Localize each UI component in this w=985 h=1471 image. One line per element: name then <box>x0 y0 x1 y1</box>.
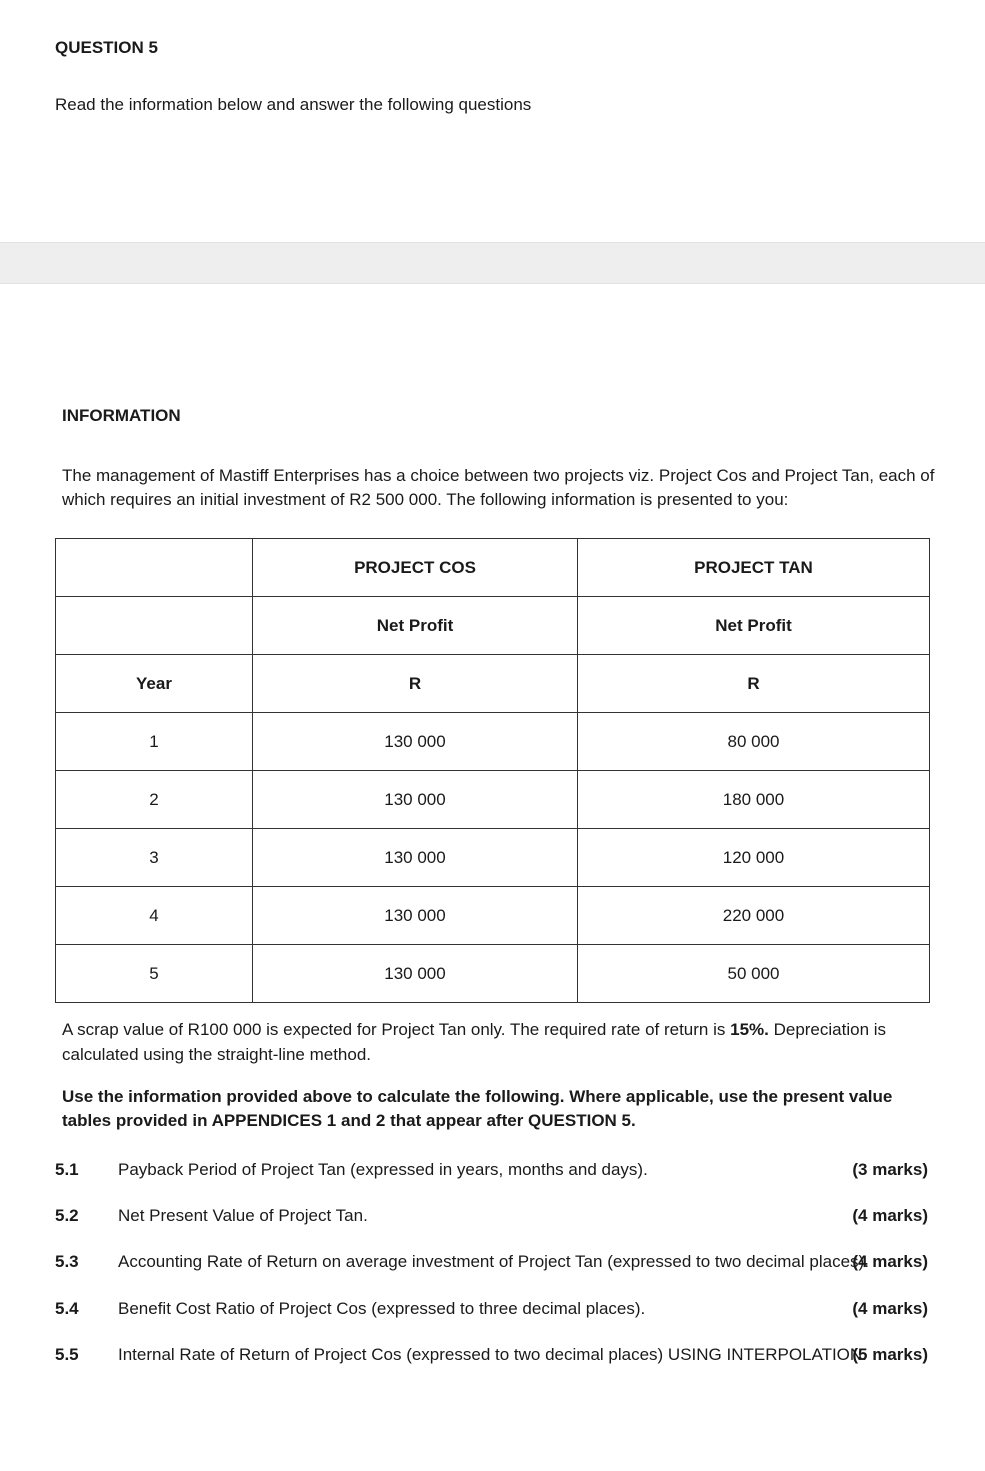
project-profit-table <box>55 538 930 1003</box>
cos-profit-cell: 130 000 <box>253 945 578 1003</box>
sub-question-marks: (4 marks) <box>852 1252 928 1271</box>
table-row <box>56 887 930 945</box>
empty-cell <box>56 597 253 655</box>
sub-question-5-3 <box>55 1252 930 1276</box>
table-row <box>56 945 930 1003</box>
question-intro: Read the information below and answer the following questions <box>55 95 532 114</box>
sub-question-marks: (4 marks) <box>852 1206 928 1225</box>
sub-question-text: Benefit Cost Ratio of Project Cos (expressed to three decimal places). <box>118 1299 646 1318</box>
sub-question-marks: (4 marks) <box>852 1299 928 1318</box>
sub-question-number: 5.1 <box>55 1160 79 1179</box>
information-heading: INFORMATION <box>62 406 181 425</box>
header-project-cos: PROJECT COS <box>253 539 578 597</box>
table-row <box>56 829 930 887</box>
table-row <box>56 771 930 829</box>
page-divider <box>0 242 985 284</box>
table-units-row <box>56 655 930 713</box>
year-cell: 3 <box>56 829 253 887</box>
table-header-row <box>56 539 930 597</box>
sub-question-5-5 <box>55 1345 930 1369</box>
sub-question-5-2 <box>55 1206 930 1230</box>
cos-profit-cell: 130 000 <box>253 829 578 887</box>
header-currency-tan: R <box>578 655 930 713</box>
sub-question-number: 5.3 <box>55 1252 79 1271</box>
year-cell: 2 <box>56 771 253 829</box>
year-cell: 1 <box>56 713 253 771</box>
question-title: QUESTION 5 <box>55 38 158 57</box>
tan-profit-cell: 180 000 <box>578 771 930 829</box>
header-net-profit-cos: Net Profit <box>253 597 578 655</box>
sub-question-text: Internal Rate of Return of Project Cos (expressed to two decimal places) USING INTERPOLATION. <box>118 1345 867 1364</box>
note-text-2: Depreciation is calculated using the straight-line method. <box>62 1020 887 1064</box>
tan-profit-cell: 50 000 <box>578 945 930 1003</box>
table-row <box>56 713 930 771</box>
sub-question-marks: (3 marks) <box>852 1160 928 1179</box>
note-text-1: A scrap value of R100 000 is expected for Project Tan only. The required rate of return is <box>62 1020 731 1039</box>
scrap-value-note <box>62 1017 942 1067</box>
table-subheader-row <box>56 597 930 655</box>
sub-question-5-4 <box>55 1299 930 1323</box>
sub-question-5-1 <box>55 1160 930 1184</box>
sub-question-text: Net Present Value of Project Tan. <box>118 1206 368 1225</box>
required-rate: 15%. <box>730 1020 769 1039</box>
sub-question-text: Accounting Rate of Return on average investment of Project Tan (expressed to two decimal places). <box>118 1252 869 1271</box>
sub-question-number: 5.4 <box>55 1299 79 1318</box>
sub-question-number: 5.5 <box>55 1345 79 1364</box>
empty-cell <box>56 539 253 597</box>
header-currency-cos: R <box>253 655 578 713</box>
header-project-tan: PROJECT TAN <box>578 539 930 597</box>
header-net-profit-tan: Net Profit <box>578 597 930 655</box>
year-cell: 5 <box>56 945 253 1003</box>
year-cell: 4 <box>56 887 253 945</box>
information-paragraph: The management of Mastiff Enterprises has a choice between two projects viz. Project Cos and Project Tan, each of which requires an initial investment of R2 500 000. The following information is presented to you: <box>62 466 935 509</box>
tan-profit-cell: 120 000 <box>578 829 930 887</box>
cos-profit-cell: 130 000 <box>253 771 578 829</box>
sub-question-text: Payback Period of Project Tan (expressed in years, months and days). <box>118 1160 648 1179</box>
sub-question-number: 5.2 <box>55 1206 79 1225</box>
sub-question-marks: (5 marks) <box>852 1345 928 1364</box>
header-year: Year <box>56 655 253 713</box>
tan-profit-cell: 80 000 <box>578 713 930 771</box>
cos-profit-cell: 130 000 <box>253 887 578 945</box>
cos-profit-cell: 130 000 <box>253 713 578 771</box>
instruction-text: Use the information provided above to calculate the following. Where applicable, use the present value tables provided in APPENDICES 1 and 2 that appear after QUESTION 5. <box>62 1087 893 1130</box>
tan-profit-cell: 220 000 <box>578 887 930 945</box>
